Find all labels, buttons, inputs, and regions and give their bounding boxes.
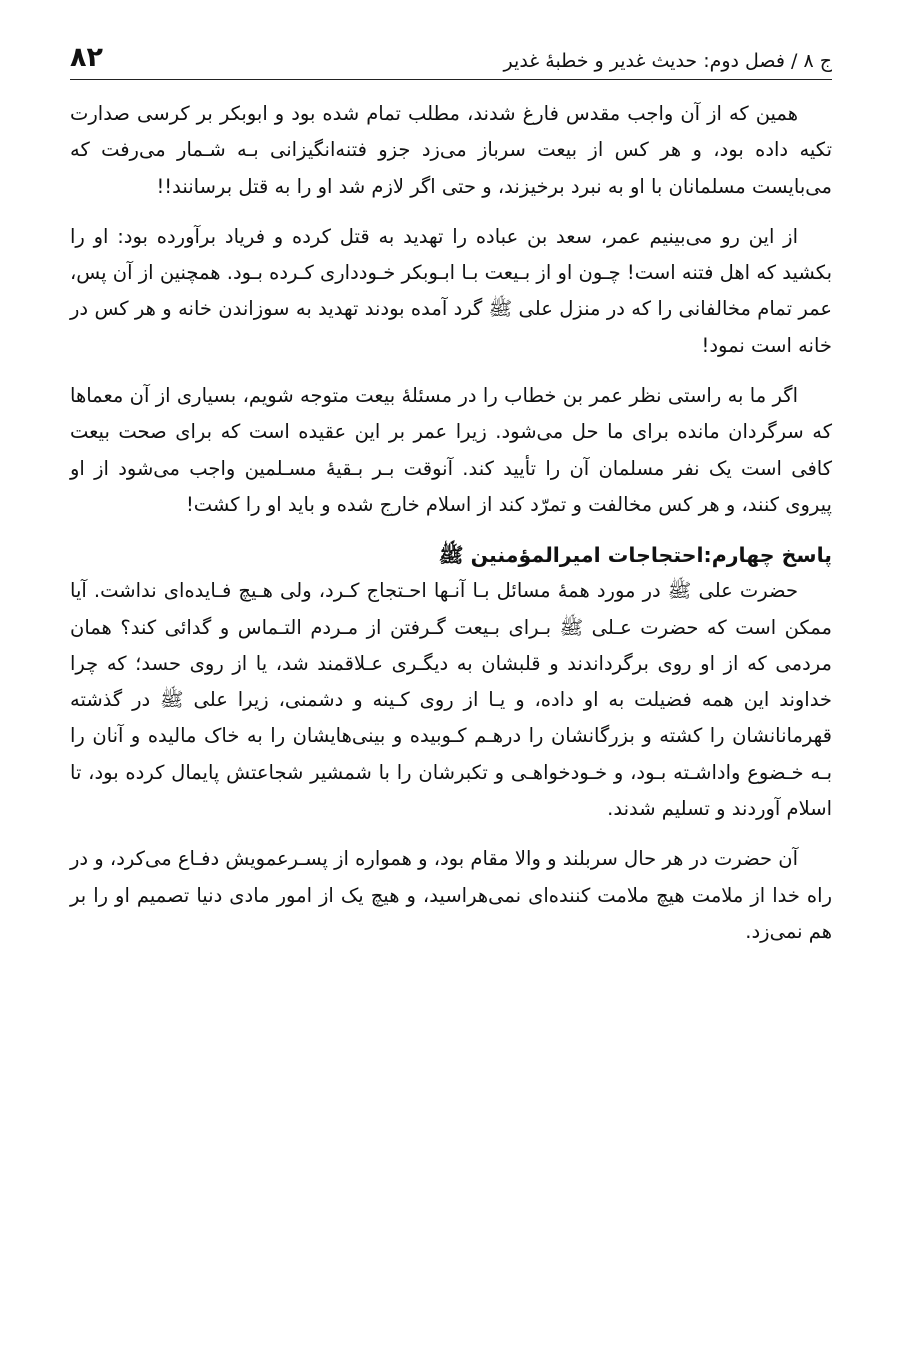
paragraph: اگر ما به راستی نظر عمر بن خطاب را در مسئلهٔ بیعت متوجه شویم، بسیاری از آن معماها که سرگردان مانده برای ما حل می‌شود. زیرا عمر بر این عقیده است که برای صحت بیعت کافی است یک نفر مسلمان آن را تأیید کند. آنوقت بـر بـقیهٔ مسـلمین واجب می‌شود از او پیروی کنند، و هر کس مخالفت و تمرّد کند از اسلام خارج شده و باید او را کشت!	[70, 384, 832, 516]
page-body	[70, 96, 832, 950]
page-number: ۸۲	[70, 42, 103, 73]
book-page	[70, 28, 832, 964]
running-title: ج ۸ / فصل دوم: حدیث غدیر و خطبهٔ غدیر	[503, 50, 832, 72]
page-header	[70, 28, 832, 80]
paragraph: آن حضرت در هر حال سربلند و والا مقام بود، و همواره از پسـرعمویش دفـاع می‌کرد، و در راه خدا از ملامت هیچ ملامت کننده‌ای نمی‌هراسید، و هیچ یک از امور مادی دنیا تصمیم او را بر هم نمی‌زد.	[70, 847, 832, 943]
paragraph: حضرت علی ﷺ در مورد همهٔ مسائل بـا آنـها احـتجاج کـرد، ولی هـیچ فـایده‌ای نداشت. آیا ممکن است که حضرت عـلی ﷺ بـرای بـیعت گـرفتن از مـردم التـماس و گدائی کند؟ همان مردمی که از او روی برگرداندند و قلبشان به دیگـری عـلاقمند شد، یا از روی حسد؛ که چرا خداوند این همه فضیلت به او داده، و یـا از روی کـینه و دشمنی، زیرا علی ﷺ در گذشته قهرمانانشان را کشته و بزرگانشان را درهـم کـوبیده و بینی‌هایشان را به خاک مالیده و آنان را بـه خـضوع واداشـته بـود، و خـودخواهـی و تکبرشان را با شمشیر شجاعتش پایمال کرده بود، تا اسلام آوردند و تسلیم شدند.	[70, 579, 832, 821]
section-heading: پاسخ چهارم:احتجاجات امیرالمؤمنین ﷺ	[438, 543, 832, 568]
paragraph: همین که از آن واجب مقدس فارغ شدند، مطلب تمام شده بود و ابوبکر بر کرسی صدارت تکیه داده بود، و هر کس از بیعت سرباز می‌زد جزو فتنه‌انگیزانی بـه شـمار می‌رفت که می‌بایست مسلمانان با او به نبرد برخیزند، و حتی اگر لازم شد او را به قتل برسانند!!	[70, 102, 832, 198]
paragraph: از این رو می‌بینیم عمر، سعد بن عباده را تهدید به قتل کرده و فریاد برآورده بود: او را بکشید که اهل فتنه است! چـون او از بـیعت بـا ابـوبکر خـودداری کـرده بـود. همچنین از آن پس، عمر تمام مخالفانی را که در منزل علی ﷺ گرد آمده بودند تهدید به سوزاندن خانه و هر کس در خانه است نمود!	[70, 224, 832, 357]
